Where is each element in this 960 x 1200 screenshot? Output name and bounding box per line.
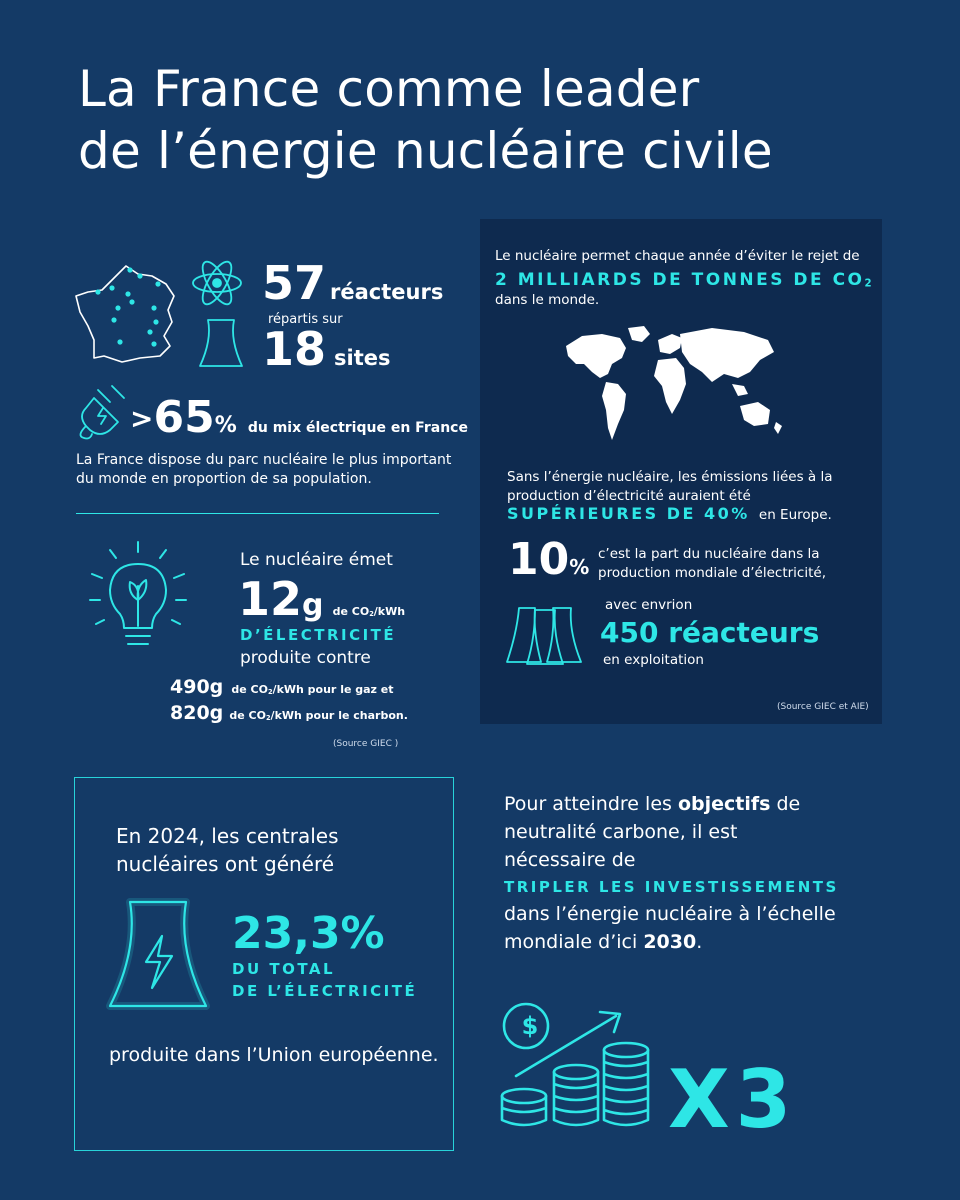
emissions-co2: de $CO_2$/kWh xyxy=(332,605,406,618)
page-title xyxy=(78,58,773,182)
superior-highlight: SUPÉRIEURES DE 40% xyxy=(507,504,750,523)
europe-label: en Europe. xyxy=(758,507,832,523)
coal-value: 820g xyxy=(170,702,224,724)
sites-label: sites xyxy=(334,346,391,370)
investment-line-3: nécessaire de xyxy=(504,849,636,871)
reactors-stat xyxy=(262,256,443,310)
dollar-symbol: $ xyxy=(521,1012,539,1040)
emissions-intro: Le nucléaire émet xyxy=(240,550,393,570)
atom-icon xyxy=(190,256,244,310)
mix-label: du mix électrique en France xyxy=(247,420,468,436)
reactors-label: réacteurs xyxy=(330,280,444,304)
emissions-source: (Source GIEC ) xyxy=(333,739,399,749)
share-text: c’est la part du nucléaire dans la production mondiale d’électricité, xyxy=(598,546,826,581)
world-map-icon xyxy=(562,324,788,446)
cooling-towers-icon xyxy=(505,604,585,666)
eu-label: DU TOTAL DE L’ÉLECTRICITÉ xyxy=(232,960,418,1000)
reactors-value: 57 xyxy=(262,256,327,310)
sites-value: 18 xyxy=(262,322,327,376)
operation-label: en exploitation xyxy=(603,652,704,668)
coal-label: de $CO_2$/kWh pour le charbon. xyxy=(229,709,408,722)
spread-label: répartis sur xyxy=(268,312,343,327)
share-value: 10 xyxy=(508,534,570,585)
sites-stat xyxy=(262,322,391,376)
investment-line-1: Pour atteindre les objectifs de xyxy=(504,793,801,815)
title-line-2: de l’énergie nucléaire civile xyxy=(78,122,773,180)
france-description: La France dispose du parc nucléaire le plus important du monde en proportion de sa population. xyxy=(76,452,452,487)
lightbulb-leaf-icon xyxy=(86,540,190,652)
gas-stat xyxy=(170,676,394,698)
mix-value: 65 xyxy=(153,392,215,443)
title-line-1: La France comme leader xyxy=(78,60,700,118)
gas-label: de $CO_2$/kWh pour le gaz et xyxy=(231,683,394,696)
share-stat xyxy=(508,534,589,585)
gas-value: 490g xyxy=(170,676,224,698)
eu-footer: produite dans l’Union européenne. xyxy=(109,1044,439,1066)
world-source: (Source GIEC et AIE) xyxy=(777,702,869,712)
plug-icon xyxy=(76,384,128,440)
coal-stat xyxy=(170,702,408,724)
investment-text xyxy=(504,790,839,956)
emissions-stat xyxy=(238,572,405,626)
investment-line-6: mondiale d’ici 2030. xyxy=(504,931,703,953)
emissions-value: 12 xyxy=(238,572,303,626)
divider xyxy=(76,513,439,514)
eu-intro: En 2024, les centrales nucléaires ont généré xyxy=(116,824,339,876)
cooling-tower-icon xyxy=(198,318,244,368)
mix-prefix: > xyxy=(130,402,154,435)
world-intro: Le nucléaire permet chaque année d’éviter le rejet de xyxy=(495,248,860,264)
mix-stat xyxy=(130,392,468,443)
power-plant-bolt-icon xyxy=(104,896,212,1012)
investment-line-5: dans l’énergie nucléaire à l’échelle xyxy=(504,903,836,925)
france-map-icon xyxy=(74,262,180,368)
superior-line xyxy=(507,504,832,523)
emissions-contre: produite contre xyxy=(240,648,371,668)
share-unit: % xyxy=(569,555,590,579)
multiplier: X3 xyxy=(668,1053,798,1146)
investment-highlight: TRIPLER LES INVESTISSEMENTS xyxy=(504,878,839,896)
emissions-highlight: D’ÉLECTRICITÉ xyxy=(240,626,397,644)
without-text: Sans l’énergie nucléaire, les émissions liées à la production d’électricité auraient été xyxy=(507,469,833,504)
mix-unit: % xyxy=(214,413,237,438)
with-about: avec envrion xyxy=(605,597,693,613)
eu-value: 23,3% xyxy=(232,908,385,959)
world-after: dans le monde. xyxy=(495,292,600,308)
emissions-unit: g xyxy=(302,588,324,623)
investment-line-2: neutralité carbone, il est xyxy=(504,821,738,843)
world-reactors: 450 réacteurs xyxy=(600,616,820,649)
world-highlight: 2 MILLIARDS DE TONNES DE $CO_2$ xyxy=(495,270,875,290)
